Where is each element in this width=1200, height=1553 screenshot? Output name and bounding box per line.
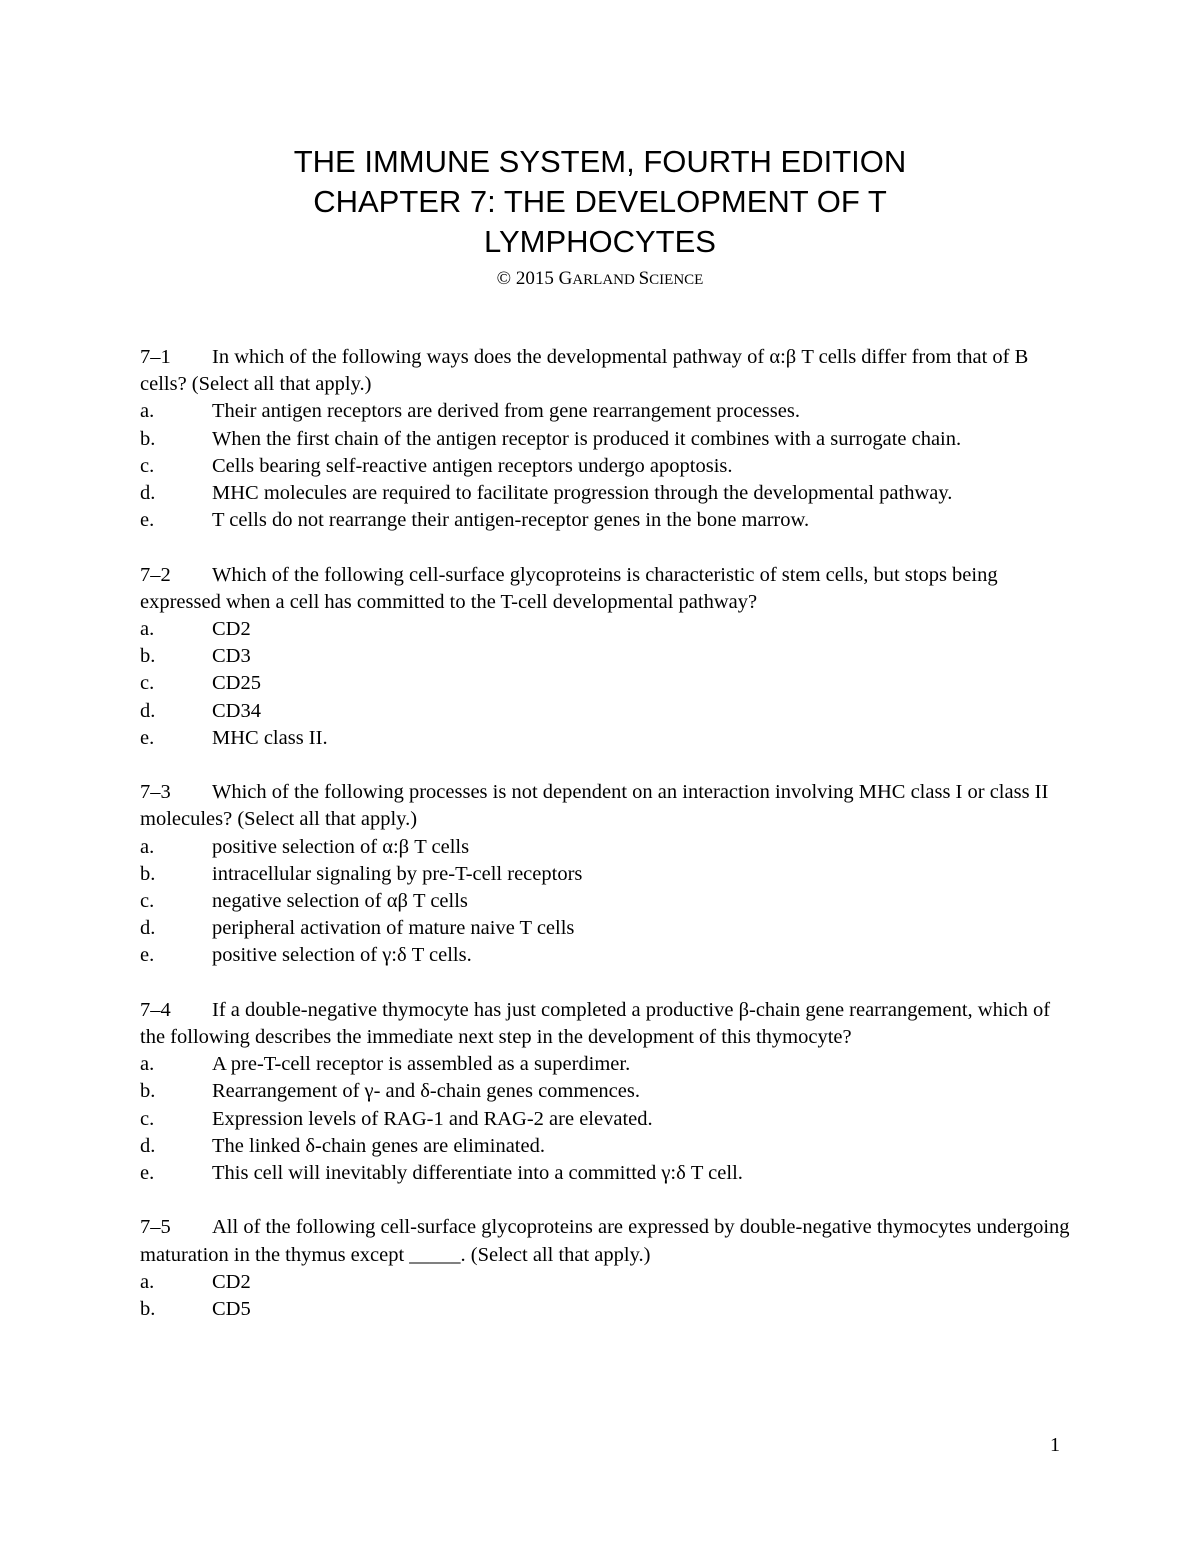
option-letter: b. — [140, 1080, 156, 1103]
answer-option — [140, 1296, 1070, 1323]
copyright-prefix: © 2015 — [496, 268, 559, 289]
question-number: 7–3 — [140, 781, 171, 804]
option-text: peripheral activation of mature naive T cells — [212, 917, 575, 940]
question-7-2 — [140, 562, 1070, 752]
answer-option — [140, 426, 1070, 453]
option-text: When the first chain of the antigen receptor is produced it combines with a surrogate chain. — [212, 427, 962, 450]
answer-option — [140, 861, 1070, 888]
option-letter: b. — [140, 1298, 156, 1321]
option-letter: d. — [140, 917, 156, 940]
book-title: THE IMMUNE SYSTEM, FOURTH EDITION — [293, 144, 907, 179]
publisher-word-arland: ARLAND — [572, 272, 639, 288]
publisher-initial-g: G — [558, 268, 573, 289]
option-letter: a. — [140, 835, 155, 858]
question-list — [140, 344, 1070, 1350]
answer-option — [140, 507, 1070, 534]
option-text: Cells bearing self-reactive antigen receptors undergo apoptosis. — [212, 454, 733, 477]
answer-option — [140, 1269, 1070, 1296]
option-text: positive selection of α:β T cells — [212, 835, 470, 858]
option-letter: a. — [140, 1053, 155, 1076]
option-letter: e. — [140, 726, 155, 749]
question-text: All of the following cell-surface glycoproteins are expressed by double-negative thymocytes undergoing maturation in the thymus except _____. (Select all that apply.) — [140, 1216, 1070, 1266]
question-text: If a double-negative thymocyte has just completed a productive β-chain gene rearrangement, which of the following describes the immediate next step in the development of this thymocyte? — [140, 998, 1051, 1049]
answer-option — [140, 1160, 1070, 1187]
option-letter: b. — [140, 427, 156, 450]
option-letter: b. — [140, 862, 156, 885]
answer-option — [140, 888, 1070, 915]
question-number: 7–5 — [140, 1216, 171, 1239]
question-number: 7–2 — [140, 563, 171, 586]
option-text: Their antigen receptors are derived from gene rearrangement processes. — [212, 400, 800, 423]
answer-option — [140, 834, 1070, 861]
question-stem — [140, 562, 1070, 616]
page-number: 1 — [1050, 1434, 1060, 1456]
answer-option — [140, 670, 1070, 697]
answer-option — [140, 942, 1070, 969]
question-number: 7–4 — [140, 998, 171, 1021]
document-header — [0, 142, 1200, 295]
option-letter: c. — [140, 672, 155, 695]
question-7-5 — [140, 1214, 1070, 1323]
question-7-4 — [140, 997, 1070, 1187]
option-letter: a. — [140, 1270, 155, 1293]
option-letter: d. — [140, 482, 156, 505]
answer-option — [140, 643, 1070, 670]
option-letter: c. — [140, 890, 155, 913]
option-letter: d. — [140, 699, 156, 722]
answer-option — [140, 480, 1070, 507]
copyright-line — [0, 264, 1200, 295]
option-letter: e. — [140, 509, 155, 532]
option-letter: e. — [140, 1162, 155, 1185]
question-stem — [140, 779, 1070, 833]
option-letter: d. — [140, 1134, 156, 1157]
publisher-word-cience: CIENCE — [649, 272, 704, 288]
option-text: This cell will inevitably differentiate into a committed γ:δ T cell. — [212, 1162, 743, 1185]
option-text: A pre-T-cell receptor is assembled as a superdimer. — [212, 1053, 631, 1076]
option-text: T cells do not rearrange their antigen-receptor genes in the bone marrow. — [212, 509, 810, 532]
option-text: intracellular signaling by pre-T-cell receptors — [212, 862, 583, 885]
option-text: CD34 — [212, 699, 261, 722]
publisher-initial-s: S — [638, 268, 650, 289]
option-text: CD5 — [212, 1298, 251, 1321]
question-stem — [140, 997, 1070, 1051]
option-text: MHC molecules are required to facilitate progression through the developmental pathway. — [212, 482, 953, 505]
option-letter: a. — [140, 618, 155, 641]
option-letter: e. — [140, 944, 155, 967]
answer-option — [140, 915, 1070, 942]
option-letter: b. — [140, 645, 156, 668]
option-letter: c. — [140, 1107, 155, 1130]
chapter-title-continued: LYMPHOCYTES — [484, 224, 716, 259]
option-letter: a. — [140, 400, 155, 423]
option-text: Expression levels of RAG-1 and RAG-2 are elevated. — [212, 1107, 653, 1130]
answer-option — [140, 698, 1070, 725]
answer-option — [140, 453, 1070, 480]
question-stem — [140, 344, 1070, 398]
question-stem — [140, 1214, 1070, 1268]
question-text: Which of the following cell-surface glycoproteins is characteristic of stem cells, but stops being expressed when a cell has committed to the T-cell developmental pathway? — [140, 563, 998, 613]
option-text: positive selection of γ:δ T cells. — [212, 944, 472, 967]
option-letter: c. — [140, 454, 155, 477]
option-text: Rearrangement of γ- and δ-chain genes commences. — [212, 1080, 640, 1103]
answer-option — [140, 725, 1070, 752]
option-text: CD25 — [212, 672, 261, 695]
question-number: 7–1 — [140, 346, 171, 368]
question-7-3 — [140, 779, 1070, 969]
option-text: CD3 — [212, 645, 251, 668]
option-text: negative selection of αβ T cells — [212, 890, 468, 913]
option-text: MHC class II. — [212, 726, 328, 749]
answer-option — [140, 616, 1070, 643]
answer-option — [140, 1051, 1070, 1078]
answer-option — [140, 1133, 1070, 1160]
option-text: CD2 — [212, 618, 251, 641]
question-7-1 — [140, 344, 1070, 534]
chapter-title: CHAPTER 7: THE DEVELOPMENT OF T — [313, 184, 887, 219]
option-text: CD2 — [212, 1270, 251, 1293]
answer-option — [140, 398, 1070, 425]
answer-option — [140, 1078, 1070, 1105]
question-text: Which of the following processes is not dependent on an interaction involving MHC class I or class II molecules? (Select all that apply.) — [140, 781, 1049, 831]
option-text: The linked δ-chain genes are eliminated. — [212, 1134, 545, 1157]
question-text: In which of the following ways does the developmental pathway of α:β T cells differ from that of B cells? (Select all that apply.) — [140, 346, 1029, 396]
answer-option — [140, 1106, 1070, 1133]
